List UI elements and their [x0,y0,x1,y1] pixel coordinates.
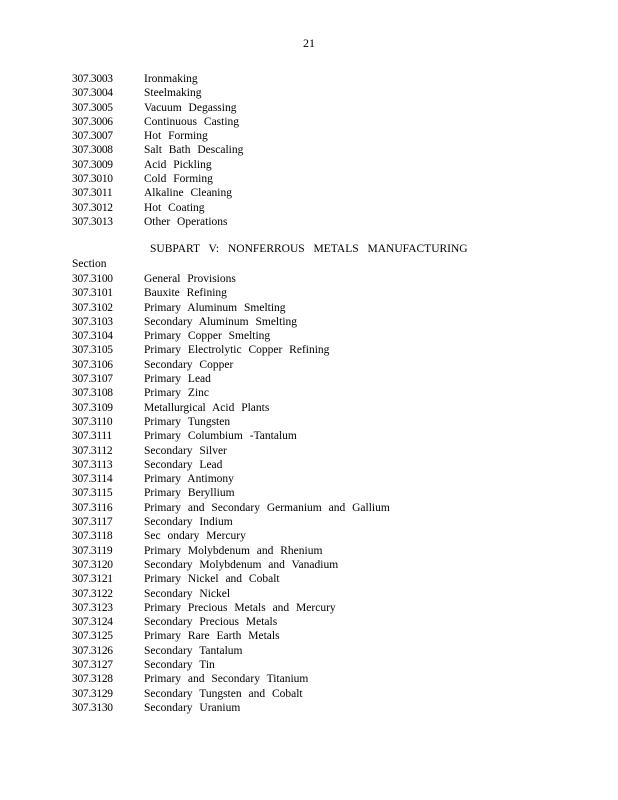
section-row [72,544,390,558]
section-number: 307.3112 [72,444,113,457]
section-row [72,701,390,715]
section-title: Other Operations [144,215,228,228]
subpart-heading: SUBPART V: NONFERROUS METALS MANUFACTURING [150,243,468,255]
section-row [72,615,390,629]
section-number: 307.3123 [72,601,113,614]
section-title: Primary and Secondary Titanium [144,673,309,686]
section-row [72,329,390,343]
section-row [72,143,243,157]
section-row [72,672,390,686]
section-row [72,201,243,215]
section-number: 307.3105 [72,344,113,357]
section-title: Primary Tungsten [144,415,231,428]
section-row [72,315,390,329]
section-title: Vacuum Degassing [144,101,237,114]
section-title: Primary Lead [144,373,211,386]
section-row [72,186,243,200]
section-title: Secondary Molybdenum and Vanadium [144,558,339,571]
section-title: Primary Columbium -Tantalum [144,430,297,443]
section-title: Sec ondary Mercury [144,530,246,543]
section-title: Hot Coating [144,201,205,214]
section-title: Secondary Tin [144,659,215,672]
section-title: Acid Pickling [144,158,212,171]
section-row [72,444,390,458]
section-number: 307.3127 [72,659,113,672]
section-number: 307.3121 [72,573,113,586]
section-number: 307.3111 [72,430,112,443]
section-number: 307.3012 [72,201,113,214]
section-title: Primary Precious Metals and Mercury [144,601,336,614]
section-title: Salt Bath Descaling [144,144,244,157]
section-row [72,115,243,129]
section-list-subpart-v [72,272,390,715]
section-number: 307.3126 [72,644,113,657]
section-row [72,486,390,500]
section-number: 307.3124 [72,616,113,629]
section-number: 307.3113 [72,458,113,471]
section-row [72,644,390,658]
section-row [72,658,390,672]
section-number: 307.3114 [72,473,113,486]
section-row [72,501,390,515]
section-number: 307.3116 [72,501,113,514]
section-row [72,629,390,643]
section-number: 307.3119 [72,544,113,557]
section-title: Secondary Lead [144,458,223,471]
section-title: Alkaline Cleaning [144,187,232,200]
section-number: 307.3115 [72,487,113,500]
section-title: Primary Aluminum Smelting [144,301,286,314]
section-title: Primary Rare Earth Metals [144,630,280,643]
section-row [72,286,390,300]
section-title: Primary Antimony [144,473,234,486]
section-row [72,86,243,100]
page-number: 21 [303,36,315,50]
section-row [72,401,390,415]
section-number: 307.3103 [72,315,113,328]
section-row [72,215,243,229]
section-number: 307.3009 [72,158,113,171]
section-number: 307.3004 [72,87,113,100]
section-number: 307.3005 [72,101,113,114]
section-title: General Provisions [144,273,236,285]
section-number: 307.3130 [72,701,113,714]
section-row [72,386,390,400]
section-number: 307.3013 [72,215,113,228]
section-title: Secondary Tungsten and Cobalt [144,687,303,700]
section-row [72,343,390,357]
section-number: 307.3108 [72,387,113,400]
section-number: 307.3106 [72,358,113,371]
section-title: Cold Forming [144,173,213,186]
section-title: Steelmaking [144,87,202,100]
section-title: Secondary Uranium [144,701,241,714]
section-title: Secondary Silver [144,444,227,457]
section-list-subpart-u [72,72,243,229]
section-number: 307.3107 [72,373,113,386]
section-number: 307.3003 [72,73,113,85]
section-row [72,301,390,315]
section-number: 307.3110 [72,415,113,428]
section-number: 307.3006 [72,115,113,128]
section-number: 307.3100 [72,273,113,285]
section-number: 307.3129 [72,687,113,700]
section-number: 307.3007 [72,130,113,143]
section-row [72,172,243,186]
section-number: 307.3101 [72,287,113,300]
section-number: 307.3118 [72,530,113,543]
section-title: Bauxite Refining [144,287,227,300]
section-row [72,272,390,286]
section-number: 307.3011 [72,187,113,200]
section-title: Secondary Aluminum Smelting [144,315,298,328]
section-number: 307.3117 [72,516,113,529]
section-row [72,72,243,86]
section-row [72,515,390,529]
section-row [72,601,390,615]
section-title: Secondary Copper [144,358,234,371]
section-row [72,358,390,372]
section-title: Metallurgical Acid Plants [144,401,270,414]
section-number: 307.3120 [72,558,113,571]
section-row [72,101,243,115]
section-row [72,429,390,443]
section-title: Primary Nickel and Cobalt [144,573,280,586]
section-row [72,472,390,486]
section-number: 307.3122 [72,587,113,600]
section-row [72,587,390,601]
section-row [72,458,390,472]
section-row [72,687,390,701]
section-title: Continuous Casting [144,115,240,128]
section-title: Primary Molybdenum and Rhenium [144,544,323,557]
section-number: 307.3104 [72,330,113,343]
section-number: 307.3010 [72,173,113,186]
section-number: 307.3102 [72,301,113,314]
section-row [72,415,390,429]
section-title: Primary Electrolytic Copper Refining [144,344,330,357]
section-row [72,572,390,586]
section-title: Hot Forming [144,130,208,143]
section-title: Ironmaking [144,73,198,85]
section-row [72,372,390,386]
section-title: Primary Beryllium [144,487,235,500]
section-number: 307.3109 [72,401,113,414]
section-title: Primary Zinc [144,387,209,400]
section-title: Secondary Indium [144,516,233,529]
section-row [72,529,390,543]
section-number: 307.3125 [72,630,113,643]
section-title: Primary and Secondary Germanium and Gallium [144,501,390,514]
section-title: Secondary Precious Metals [144,616,278,629]
section-row [72,158,243,172]
section-number: 307.3128 [72,673,113,686]
section-title: Secondary Nickel [144,587,231,600]
section-row [72,129,243,143]
section-title: Secondary Tantalum [144,644,243,657]
section-title: Primary Copper Smelting [144,330,271,343]
section-row [72,558,390,572]
section-number: 307.3008 [72,144,113,157]
section-column-label: Section [72,258,107,270]
